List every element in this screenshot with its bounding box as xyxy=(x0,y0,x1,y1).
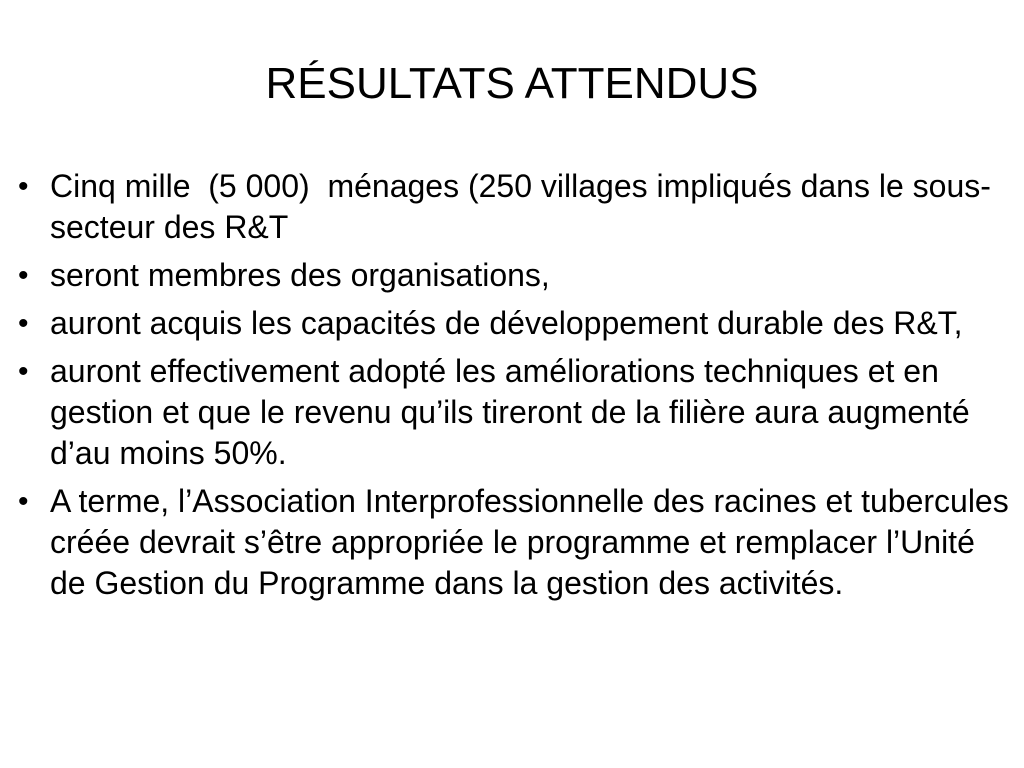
bullet-item xyxy=(14,255,1014,296)
bullet-text: auront acquis les capacités de développement durable des R&T, xyxy=(50,305,963,341)
bullet-list xyxy=(14,166,1018,611)
bullet-icon: • xyxy=(18,259,29,292)
bullet-icon: • xyxy=(18,307,29,340)
bullet-text: A terme, l’Association Interprofessionnelle des racines et tubercules créée devrait s’être appropriée le programme et remplacer l’Unité de Gestion du Programme dans la gestion des activités. xyxy=(50,483,1018,601)
slide-title: RÉSULTATS ATTENDUS xyxy=(265,59,759,108)
bullet-icon: • xyxy=(18,355,29,388)
bullet-text: seront membres des organisations, xyxy=(50,257,550,293)
bullet-item xyxy=(14,166,1014,248)
bullet-item xyxy=(14,351,1014,474)
bullet-icon: • xyxy=(18,170,29,203)
bullet-text: auront effectivement adopté les améliorations techniques et en gestion et que le revenu qu’ils tireront de la filière aura augmenté d’au moins 50%. xyxy=(50,353,979,471)
bullet-text: Cinq mille (5 000) ménages (250 villages impliqués dans le sous-secteur des R&T xyxy=(50,168,991,245)
bullet-item xyxy=(14,481,1018,604)
bullet-item xyxy=(14,303,1014,344)
bullet-icon: • xyxy=(18,485,29,518)
